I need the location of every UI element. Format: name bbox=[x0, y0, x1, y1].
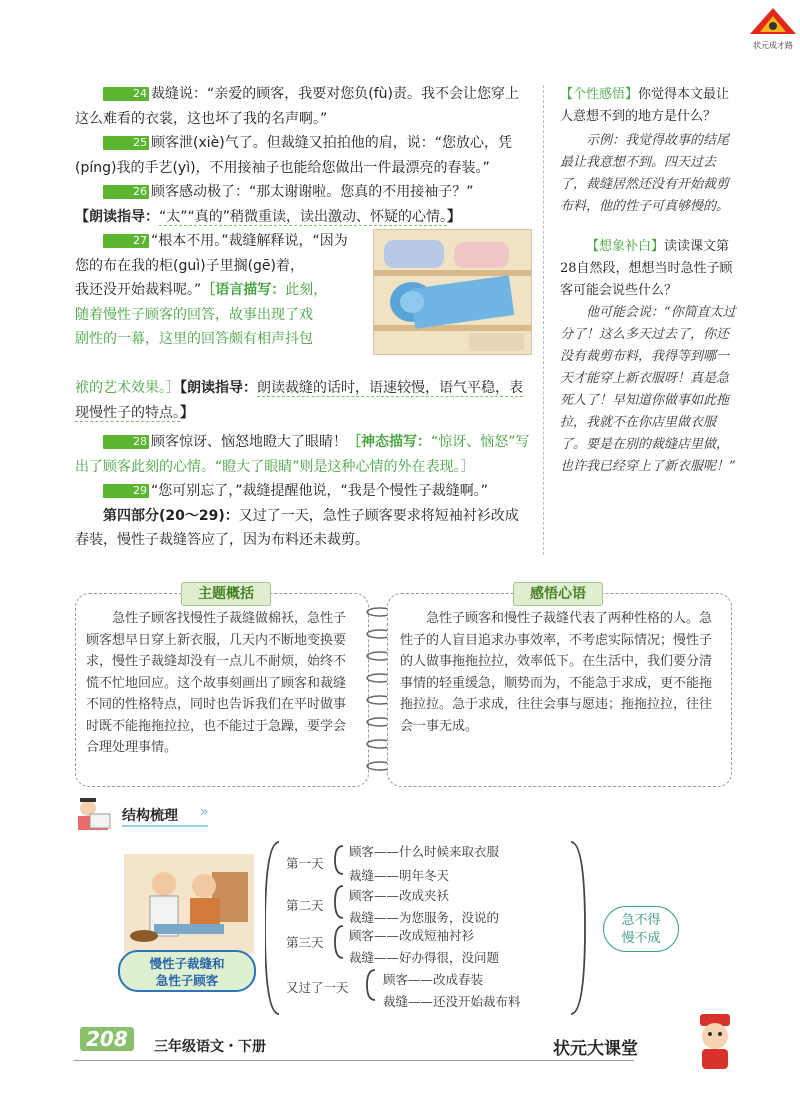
personal-insight-label: 【个性感悟】 bbox=[560, 87, 639, 102]
reflection-box bbox=[387, 586, 732, 787]
caption-line: 急性子顾客 bbox=[155, 973, 219, 988]
reading-guide-label: 【朗读指导： bbox=[180, 380, 257, 396]
structure-row: 顾客——改成夹袄 bbox=[349, 888, 450, 903]
day-label: 第三天 bbox=[286, 935, 324, 950]
expression-note-label: ［神态描写： bbox=[347, 434, 431, 450]
tailor-customer-illustration bbox=[124, 854, 254, 954]
structure-row: 顾客——改成春装 bbox=[383, 972, 484, 987]
paragraph-27 bbox=[75, 229, 365, 254]
personal-insight bbox=[560, 84, 740, 128]
imagination-answer: 他可能会说：“你简直太过分了！这么多天过去了，你还没有裁剪布料，我得等到哪一天才能穿上新衣服呀！真是急死人了！早知道你做事如此拖拉，我就不在你店里做衣服了。要是在别的裁缝店里做，也许我已经穿上了新衣服呢！” bbox=[560, 305, 736, 474]
language-note-label: ［语言描写： bbox=[201, 282, 286, 298]
part-four-summary bbox=[75, 504, 530, 553]
structure-row: 裁缝——好办得很，没问题 bbox=[349, 950, 500, 965]
paragraph-number: 24 bbox=[103, 87, 149, 101]
paragraph-text: “您可别忘了，”裁缝提醒他说，“我是个慢性子裁缝啊。” bbox=[151, 483, 489, 499]
paragraph-27-block bbox=[75, 229, 530, 376]
paragraph-number: 29 bbox=[103, 484, 149, 498]
brand-name: 状元大课堂 bbox=[553, 1039, 638, 1059]
page-number: 208 bbox=[80, 1027, 134, 1051]
column-divider bbox=[543, 85, 544, 555]
paragraph-number: 27 bbox=[103, 234, 149, 248]
conclusion-line: 慢不成 bbox=[621, 931, 661, 946]
reading-guide-text: “太”“真的”稍微重读，读出激动、怀疑的心情。 bbox=[159, 208, 448, 225]
reading-guide-text: 朗读裁缝的话时，语速较慢，语气平稳，表现慢性子的特点。 bbox=[75, 380, 523, 421]
conclusion-bubble bbox=[603, 906, 679, 952]
reflection-text: 急性子顾客和慢性子裁缝代表了两种性格的人。急性子的人盲目追求办事效率，不考虑实际情况；慢性子的人做事拖拖拉拉，效率低下。在生活中，我们要分清事情的轻重缓急，顺势而为，不能急于求成，更不能拖拖拉拉。急于求成，往往会事与愿违；拖拖拉拉，往往会一事无成。 bbox=[400, 611, 713, 734]
paragraph-number: 25 bbox=[103, 136, 149, 150]
paragraph-text-line: 您的布在我的柜(guì)子里搁(gē)着， bbox=[75, 257, 304, 274]
theme-summary-box bbox=[75, 586, 369, 787]
personal-insight-answer: 示例：我觉得故事的结尾最让我意想不到。四天过去了，裁缝居然还没有开始裁剪布料，他的性子可真够慢的。 bbox=[560, 133, 730, 214]
part-four-label: 第四部分(20～29)： bbox=[103, 507, 239, 524]
paragraph-29 bbox=[75, 479, 530, 504]
book-title: 三年级语文・下册 bbox=[154, 1039, 266, 1055]
mascot-icon bbox=[690, 1012, 740, 1072]
reading-boy-icon bbox=[74, 796, 114, 832]
structure-heading-block bbox=[74, 796, 274, 836]
paragraph-text: 顾客惊讶、恼怒地瞪大了眼睛！ bbox=[151, 434, 347, 450]
paragraph-number: 28 bbox=[103, 435, 149, 449]
imagination-prompt bbox=[560, 236, 740, 302]
imagination-question: 读读课文第28自然段，想想当时急性子顾客可能会说些什么？ bbox=[560, 239, 733, 298]
structure-row: 顾客——改成短袖衬衫 bbox=[349, 928, 475, 943]
chevron-right-icon: » bbox=[200, 804, 209, 820]
language-note-text: 随着慢性子顾客的回答，故事出现了戏 bbox=[75, 306, 313, 323]
language-note-text: 此刻， bbox=[285, 282, 328, 298]
language-note-text: 剧性的一幕，这里的回答颇有相声抖包 bbox=[75, 331, 313, 347]
paragraph-28 bbox=[75, 430, 530, 479]
sidebar bbox=[560, 84, 740, 478]
day-label: 第一天 bbox=[286, 856, 324, 871]
part-four-text: 又过了一天，急性子顾客要求将短袖衬衫改成春装，慢性子裁缝答应了，因为布料还未裁剪。 bbox=[75, 507, 519, 548]
paragraph-24 bbox=[75, 82, 530, 131]
theme-summary-title: 主题概括 bbox=[181, 582, 271, 606]
day-label: 又过了一天 bbox=[286, 980, 349, 995]
brand-logo bbox=[748, 6, 798, 50]
reading-guide-end: 】 bbox=[447, 208, 462, 225]
paragraph-text: 裁缝说：“亲爱的顾客，我要对您负(fù)责。我不会让您穿上这么难看的衣裳，这也坏了我的名声啊。” bbox=[75, 86, 519, 127]
paragraph-25 bbox=[75, 131, 530, 180]
caption-line: 慢性子裁缝和 bbox=[149, 956, 225, 971]
brand-logo-text: 状元成才路 bbox=[753, 41, 793, 50]
paragraph-number: 26 bbox=[103, 185, 149, 199]
fabric-shelf-illustration bbox=[373, 229, 532, 355]
language-note-text: 袱的艺术效果。］ bbox=[75, 380, 180, 396]
conclusion-line: 急不得 bbox=[621, 913, 661, 928]
imagination-label: 【想象补白】 bbox=[586, 239, 665, 254]
structure-row: 顾客——什么时候来取衣服 bbox=[349, 844, 500, 859]
structure-heading: 结构梳理 bbox=[122, 805, 208, 827]
paragraph-text-line: “根本不用。”裁缝解释说，“因为 bbox=[151, 233, 348, 249]
paragraph-text-line: 我还没开始裁料呢。” bbox=[75, 282, 202, 298]
structure-row: 裁缝——还没开始裁布料 bbox=[383, 994, 521, 1009]
paragraph-text: 顾客感动极了：“那太谢谢啦。您真的不用接袖子？” bbox=[151, 184, 474, 200]
day-label: 第二天 bbox=[286, 898, 324, 913]
structure-row: 裁缝——明年冬天 bbox=[349, 868, 450, 883]
paragraph-text: 顾客泄(xiè)气了。但裁缝又拍拍他的肩，说：“您放心，凭(píng)我的手艺(yì)，不用接袖子也能给您做出一件最漂亮的春装。” bbox=[75, 135, 512, 176]
reflection-title: 感悟心语 bbox=[513, 582, 603, 606]
paragraph-26 bbox=[75, 180, 530, 205]
main-text bbox=[75, 82, 530, 553]
structure-row: 裁缝——为您服务，没说的 bbox=[349, 910, 500, 925]
reading-guide-end: 】 bbox=[180, 404, 194, 421]
reading-guide-label: 【朗读指导： bbox=[75, 208, 159, 225]
expression-note-text: “惊讶、恼怒”写出了顾客此刻的心情。“瞪大了眼睛”则是这种心情的外在表现。］ bbox=[75, 434, 530, 475]
illustration-caption bbox=[118, 950, 256, 992]
reading-guide-1 bbox=[75, 205, 530, 230]
theme-summary-text: 急性子顾客找慢性子裁缝做棉袄，急性子顾客想早日穿上新衣服，几天内不断地变换要求，慢性子裁缝却没有一点儿不耐烦，始终不慌不忙地回应。这个故事刻画出了顾客和裁缝不同的性格特点，同时也告诉我们在平时做事时既不能拖拖拉拉，也不能过于急躁，要学会合理处理事情。 bbox=[86, 611, 347, 755]
personal-insight-question: 你觉得本文最让人意想不到的地方是什么？ bbox=[560, 87, 730, 124]
language-note-end bbox=[75, 376, 530, 425]
